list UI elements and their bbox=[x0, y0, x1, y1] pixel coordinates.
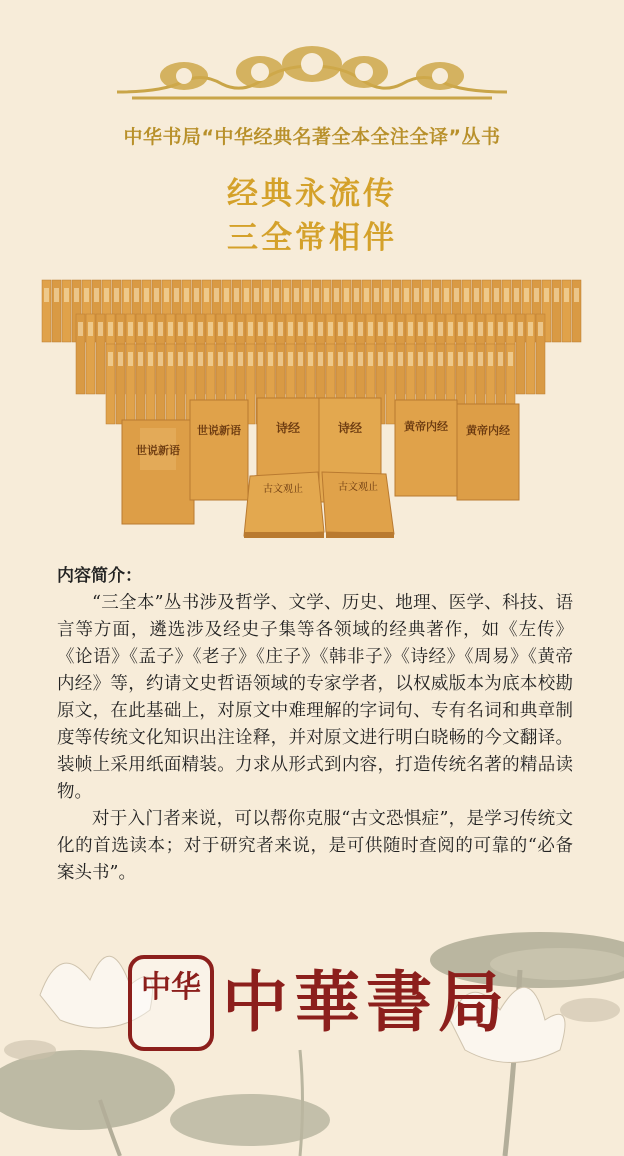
spine-label bbox=[524, 288, 529, 302]
cloud-ornament bbox=[112, 42, 512, 106]
spine-label bbox=[264, 288, 269, 302]
spine-label bbox=[184, 288, 189, 302]
spine-label bbox=[248, 322, 253, 336]
spine-label bbox=[198, 352, 203, 366]
slogan-line-1: 经典永流传 bbox=[227, 176, 397, 212]
spine-label bbox=[554, 288, 559, 302]
spine-label bbox=[454, 288, 459, 302]
spine-label bbox=[168, 322, 173, 336]
spine-label bbox=[538, 322, 543, 336]
spine-label bbox=[274, 288, 279, 302]
spine-label bbox=[518, 322, 523, 336]
spine-label bbox=[114, 288, 119, 302]
spine-label bbox=[118, 322, 123, 336]
zhonghua-seal-logo bbox=[128, 955, 214, 1051]
spine-label bbox=[544, 288, 549, 302]
spine-label bbox=[458, 322, 463, 336]
book-title: 古文观止 bbox=[338, 482, 378, 493]
spine-label bbox=[484, 288, 489, 302]
spine-label bbox=[198, 322, 203, 336]
spine-label bbox=[498, 352, 503, 366]
spine-label bbox=[464, 288, 469, 302]
spine-label bbox=[54, 288, 59, 302]
spine-label bbox=[194, 288, 199, 302]
book-shishuo-1 bbox=[122, 420, 194, 524]
spine-label bbox=[308, 322, 313, 336]
spine-label bbox=[298, 322, 303, 336]
spine-label bbox=[204, 288, 209, 302]
brand-name: 中華書局 bbox=[222, 963, 510, 1041]
spine-label bbox=[528, 322, 533, 336]
spine-label bbox=[218, 352, 223, 366]
spine-label bbox=[148, 352, 153, 366]
spine-label bbox=[188, 322, 193, 336]
spine-label bbox=[228, 352, 233, 366]
spine-label bbox=[358, 352, 363, 366]
spine-label bbox=[418, 322, 423, 336]
spine-label bbox=[418, 352, 423, 366]
spine-label bbox=[244, 288, 249, 302]
spine-label bbox=[308, 352, 313, 366]
spine-label bbox=[444, 288, 449, 302]
book-title: 世说新语 bbox=[136, 444, 180, 457]
spine-label bbox=[288, 322, 293, 336]
description-paragraph-1: “三全本”丛书涉及哲学、文学、历史、地理、医学、科技、语言等方面，遴选涉及经史子集等各领域的经典著作，如《左传》《论语》《孟子》《老子》《庄子》《韩非子》《诗经》《周易》《黄帝内经》等，约请文史哲语领域的专家学者，以权威版本为底本校勘原文，在此基础上，对原文中难理解的字词句、专有名词和典章制度等传统文化知识出注诠释，并对原文进行明白晓畅的今文翻译。装帧上采用纸面精装。力求从形式到内容，打造传统名著的精品读物。 bbox=[57, 593, 573, 802]
spine-label bbox=[284, 288, 289, 302]
spine-label bbox=[218, 322, 223, 336]
spine-label bbox=[238, 322, 243, 336]
spine-label bbox=[504, 288, 509, 302]
spine-label bbox=[268, 322, 273, 336]
spine-label bbox=[384, 288, 389, 302]
slogan-line-2: 三全常相伴 bbox=[227, 220, 397, 256]
spine-label bbox=[158, 352, 163, 366]
book-title: 黄帝内经 bbox=[404, 420, 448, 433]
book-shishuo-2 bbox=[190, 400, 248, 500]
spine-label bbox=[134, 288, 139, 302]
spine-label bbox=[434, 288, 439, 302]
spine-label bbox=[488, 352, 493, 366]
spine-label bbox=[238, 352, 243, 366]
spine-label bbox=[448, 352, 453, 366]
spine-label bbox=[318, 352, 323, 366]
spine-label bbox=[278, 352, 283, 366]
spine-label bbox=[208, 352, 213, 366]
spine-label bbox=[224, 288, 229, 302]
spine-label bbox=[64, 288, 69, 302]
spine-label bbox=[294, 288, 299, 302]
spine-label bbox=[78, 322, 83, 336]
spine-label bbox=[494, 288, 499, 302]
spine-label bbox=[148, 322, 153, 336]
spine-label bbox=[364, 288, 369, 302]
spine-label bbox=[188, 352, 193, 366]
spine-label bbox=[424, 288, 429, 302]
spine-label bbox=[398, 352, 403, 366]
description bbox=[57, 563, 573, 887]
spine-label bbox=[254, 288, 259, 302]
spine-label bbox=[468, 352, 473, 366]
spine-label bbox=[44, 288, 49, 302]
spine-label bbox=[128, 352, 133, 366]
spine-label bbox=[278, 322, 283, 336]
spine-label bbox=[514, 288, 519, 302]
book-set-image bbox=[40, 270, 585, 542]
spine-label bbox=[288, 352, 293, 366]
book-huangdi-1 bbox=[395, 400, 457, 496]
spine-label bbox=[98, 322, 103, 336]
spine-label bbox=[104, 288, 109, 302]
spine-label bbox=[328, 352, 333, 366]
spine-label bbox=[414, 288, 419, 302]
spine-label bbox=[178, 322, 183, 336]
description-paragraph-2: 对于入门者来说，可以帮你克服“古文恐惧症”，是学习传统文化的首选读本；对于研究者来说，是可供随时查阅的可靠的“必备案头书”。 bbox=[57, 809, 573, 883]
book-guwen-1 bbox=[244, 472, 324, 538]
spine-label bbox=[258, 352, 263, 366]
spine-label bbox=[318, 322, 323, 336]
spine-label bbox=[358, 322, 363, 336]
spine-label bbox=[154, 288, 159, 302]
book-huangdi-2 bbox=[457, 404, 519, 500]
book-title: 古文观止 bbox=[263, 484, 303, 495]
spine-label bbox=[478, 352, 483, 366]
spine-label bbox=[108, 322, 113, 336]
spine-label bbox=[458, 352, 463, 366]
spine-label bbox=[398, 322, 403, 336]
spine-label bbox=[448, 322, 453, 336]
spine-label bbox=[468, 322, 473, 336]
spine-label bbox=[174, 288, 179, 302]
spine-label bbox=[304, 288, 309, 302]
spine-label bbox=[498, 322, 503, 336]
seal-text: 中华 bbox=[141, 970, 201, 1005]
spine-label bbox=[474, 288, 479, 302]
spine-label bbox=[564, 288, 569, 302]
spine-label bbox=[178, 352, 183, 366]
spine-label bbox=[268, 352, 273, 366]
spine-label bbox=[534, 288, 539, 302]
spine-label bbox=[374, 288, 379, 302]
spine-label bbox=[388, 322, 393, 336]
spine-label bbox=[118, 352, 123, 366]
spine-label bbox=[394, 288, 399, 302]
spine-label bbox=[334, 288, 339, 302]
spine-label bbox=[248, 352, 253, 366]
spine-label bbox=[428, 322, 433, 336]
spine-label bbox=[168, 352, 173, 366]
spine-label bbox=[88, 322, 93, 336]
spine-label bbox=[314, 288, 319, 302]
spine-label bbox=[368, 322, 373, 336]
spine-label bbox=[94, 288, 99, 302]
spine-label bbox=[348, 322, 353, 336]
spine-label bbox=[438, 322, 443, 336]
spine-label bbox=[478, 322, 483, 336]
spine-label bbox=[368, 352, 373, 366]
spine-label bbox=[158, 322, 163, 336]
spine-label bbox=[408, 352, 413, 366]
spine-label bbox=[404, 288, 409, 302]
spine-label bbox=[84, 288, 89, 302]
spine-label bbox=[488, 322, 493, 336]
spine-label bbox=[124, 288, 129, 302]
spine-label bbox=[228, 322, 233, 336]
spine-label bbox=[328, 322, 333, 336]
book-title: 诗经 bbox=[275, 421, 301, 435]
spine-label bbox=[354, 288, 359, 302]
book-title: 黄帝内经 bbox=[466, 424, 510, 437]
book-title: 诗经 bbox=[337, 421, 363, 435]
spine-label bbox=[298, 352, 303, 366]
spine-label bbox=[378, 322, 383, 336]
spine-label bbox=[234, 288, 239, 302]
spine-label bbox=[214, 288, 219, 302]
spine-label bbox=[508, 352, 513, 366]
spine-label bbox=[388, 352, 393, 366]
spine-label bbox=[128, 322, 133, 336]
spine-label bbox=[138, 322, 143, 336]
spine-label bbox=[138, 352, 143, 366]
description-heading: 内容简介： bbox=[57, 566, 142, 586]
spine-label bbox=[74, 288, 79, 302]
spine-label bbox=[324, 288, 329, 302]
spine-label bbox=[438, 352, 443, 366]
spine-label bbox=[508, 322, 513, 336]
spine-label bbox=[164, 288, 169, 302]
spine-label bbox=[428, 352, 433, 366]
spine-label bbox=[208, 322, 213, 336]
spine-label bbox=[338, 352, 343, 366]
book-guwen-2 bbox=[322, 472, 394, 538]
book-title: 世说新语 bbox=[197, 424, 241, 437]
spine-label bbox=[338, 322, 343, 336]
spine-label bbox=[144, 288, 149, 302]
spine-label bbox=[348, 352, 353, 366]
spine-label bbox=[108, 352, 113, 366]
spine-label bbox=[344, 288, 349, 302]
spine-label bbox=[258, 322, 263, 336]
spine-label bbox=[574, 288, 579, 302]
spine-label bbox=[378, 352, 383, 366]
series-title: 中华书局“中华经典名著全本全注全译”丛书 bbox=[123, 126, 501, 148]
spine-label bbox=[408, 322, 413, 336]
